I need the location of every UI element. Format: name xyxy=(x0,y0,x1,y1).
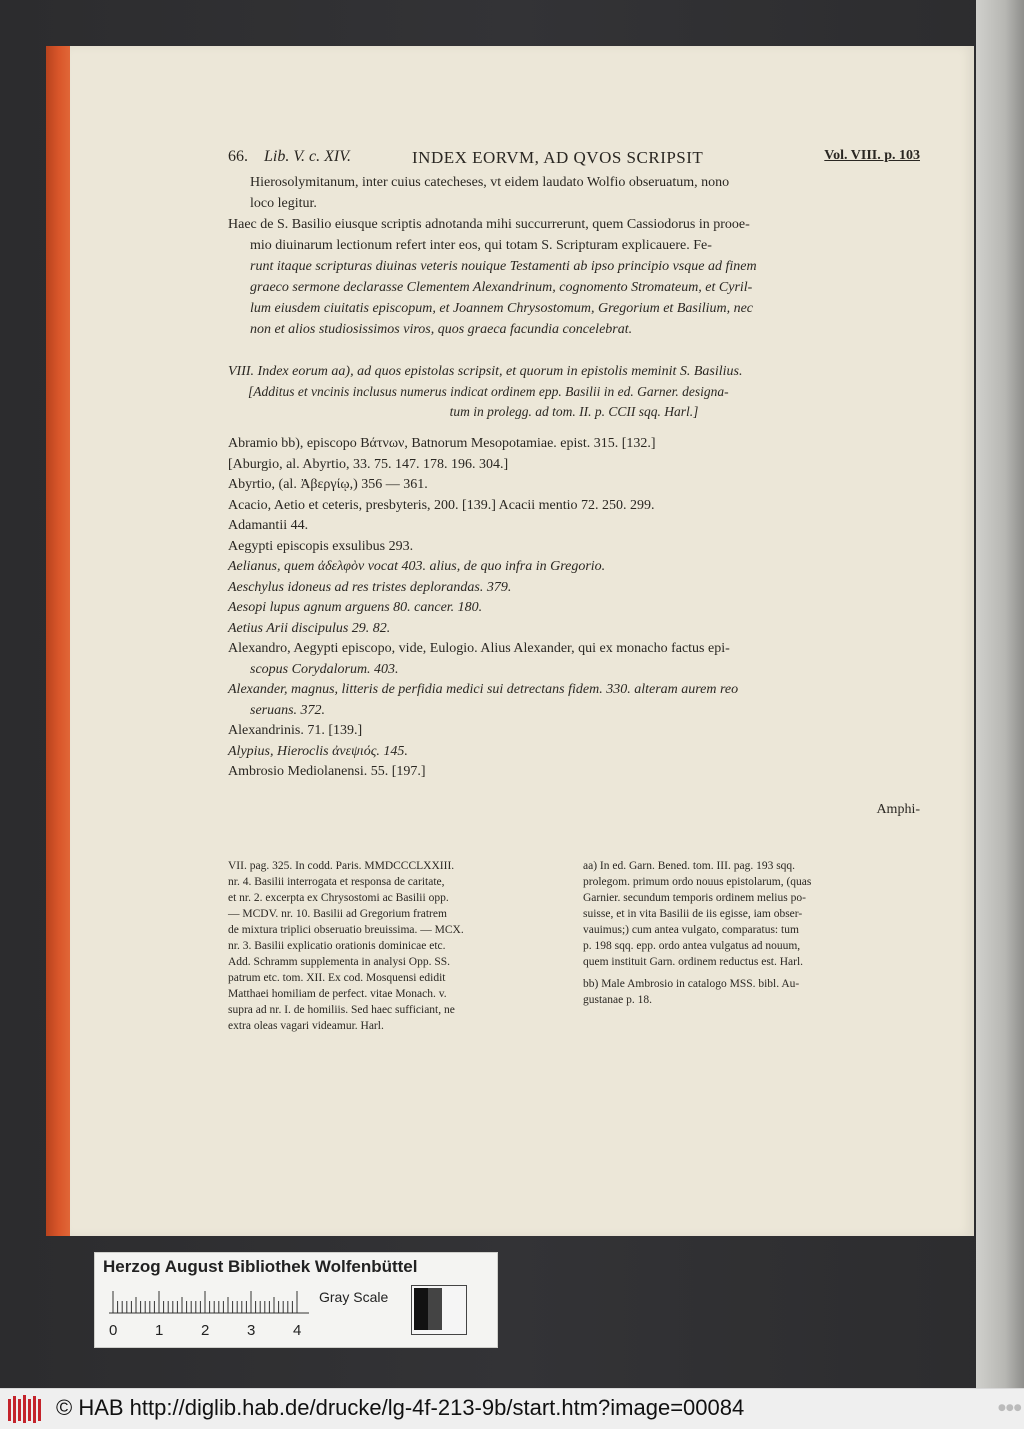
footnote-line: — MCDV. nr. 10. Basilii ad Gregorium fratrem xyxy=(228,908,447,920)
footnote-line: nr. 3. Basilii explicatio orationis dominicae etc. xyxy=(228,940,446,952)
index-entries xyxy=(228,434,920,783)
source-url[interactable]: © HAB http://diglib.hab.de/drucke/lg-4f-213-9b/start.htm?image=00084 xyxy=(56,1395,745,1420)
index-entry: seruans. 372. xyxy=(250,702,326,718)
footnote-line: quem instituit Garn. ordinem reductus est. Harl. xyxy=(583,956,804,968)
footnote-bb xyxy=(583,976,920,1008)
index-entry: Abramio bb), episcopo Βάτνων, Batnorum Mesopotamiae. epist. 315. [132.] xyxy=(228,436,656,451)
section-bracket-line-2: tum in prolegg. ad tom. II. p. CCII sqq. Harl.] xyxy=(449,404,699,419)
section-heading: VIII. Index eorum aa), ad quos epistolas scripsit, et quorum in epistolis meminit S. Basilius. xyxy=(228,364,743,379)
ruler-numbers xyxy=(109,1322,301,1339)
footnote-line: gustanae p. 18. xyxy=(583,994,652,1006)
index-entry: Alexandrinis. 71. [139.] xyxy=(228,723,363,738)
swatch-dark-gray xyxy=(428,1288,442,1330)
hab-color-card xyxy=(94,1252,498,1348)
ruler-ticks xyxy=(109,1291,309,1313)
adjacent-page-edge xyxy=(976,0,1024,1388)
body-line: Hierosolymitanum, inter cuius catecheses, vt eidem laudato Wolfio obseruatum, nono xyxy=(250,175,730,190)
body-line: mio diuinarum lectionum refert inter eos, qui totam S. Scripturam explicauere. Fe- xyxy=(250,238,712,253)
page-number: 66. xyxy=(228,148,248,165)
ruler-number: 0 xyxy=(109,1322,118,1339)
hab-logo-icon xyxy=(6,1393,44,1425)
footnote-line: nr. 4. Basilii interrogata et responsa de caritate, xyxy=(228,876,445,888)
footnote-line: et nr. 2. excerpta ex Chrysostomi ac Basilii opp. xyxy=(228,892,449,904)
index-entry: Aesopi lupus agnum arguens 80. cancer. 180. xyxy=(228,600,483,615)
footnote-column-right xyxy=(583,858,920,1034)
section-bracket-line-1: [Additus et vncinis inclusus numerus indicat ordinem epp. Basilii in ed. Garner. designa- xyxy=(248,384,729,399)
footnote-line: Matthaei homiliam de perfect. vitae Monach. v. xyxy=(228,988,447,1000)
footnotes xyxy=(228,858,920,1034)
index-entry: Aetius Arii discipulus 29. 82. xyxy=(228,620,391,636)
page-title: INDEX EORVM, AD QVOS SCRIPSIT xyxy=(412,148,704,167)
library-name: Herzog August Bibliothek Wolfenbüttel xyxy=(103,1257,418,1276)
index-entry: Aegypti episcopis exsulibus 293. xyxy=(228,538,414,554)
index-entry: scopus Corydalorum. 403. xyxy=(250,661,399,677)
index-entry: Aelianus, quem ἀδελφὸν vocat 403. alius, de quo infra in Gregorio. xyxy=(228,559,606,574)
body-line: loco legitur. xyxy=(250,196,317,211)
index-entry: Adamantii 44. xyxy=(228,518,309,533)
index-entry: Ambrosio Mediolanensi. 55. [197.] xyxy=(228,764,426,779)
footnote-line: bb) Male Ambrosio in catalogo MSS. bibl. Au- xyxy=(583,978,800,990)
footnote-line: prolegom. primum ordo nouus epistolarum, (quas xyxy=(583,876,812,888)
gray-scale-swatch xyxy=(411,1285,467,1335)
ruler-number: 3 xyxy=(247,1322,256,1339)
ruler-number: 4 xyxy=(293,1322,302,1339)
index-entry: Alexandro, Aegypti episcopo, vide, Eulogio. Alius Alexander, qui ex monacho factus epi- xyxy=(228,641,730,656)
footnote-line: vauimus;) cum antea vulgato, comparatus: tum xyxy=(583,924,799,936)
viewer-footer xyxy=(0,1388,1024,1429)
catchword: Amphi- xyxy=(876,801,920,817)
body-paragraphs xyxy=(228,172,920,340)
body-line: Haec de S. Basilio eiusque scriptis adnotanda mihi succurrerunt, quem Cassiodorus in prooe- xyxy=(228,217,750,232)
index-entry: Alexander, magnus, litteris de perfidia medici sui detrectans fidem. 330. alteram aurem reo xyxy=(228,682,739,697)
footnote-line: Garnier. secundum temporis ordinem melius po- xyxy=(583,892,806,904)
ruler-number: 1 xyxy=(155,1322,164,1339)
swatch-black xyxy=(414,1288,428,1330)
footnote-line: de mixtura triplici obseruatio breuissima. — MCX. xyxy=(228,924,464,936)
footnote-column-left xyxy=(228,858,565,1034)
footnote-line: extra oleas vagari videamur. Harl. xyxy=(228,1020,384,1032)
footnote-line: p. 198 sqq. epp. ordo antea vulgatus ad nouum, xyxy=(583,940,801,952)
body-line: runt itaque scripturas diuinas veteris nouique Testamenti ab ipso principio vsque ad finem xyxy=(250,259,757,274)
gray-scale-label: Gray Scale xyxy=(319,1289,389,1305)
volume-reference: Vol. VIII. p. 103 xyxy=(824,148,920,163)
footnote-aa xyxy=(583,858,920,970)
index-entry: Alypius, Hieroclis ἀνεψιός. 145. xyxy=(228,743,408,759)
body-line: non et alios studiosissimos viros, quos graeca facundia concelebrat. xyxy=(250,322,633,337)
more-icon[interactable]: ●●● xyxy=(998,1403,1022,1413)
footnote-line: suisse, et in vita Basilii de iis egisse, iam obser- xyxy=(583,908,803,920)
ruler-number: 2 xyxy=(201,1322,210,1339)
index-entry: Acacio, Aetio et ceteris, presbyteris, 200. [139.] Acacii mentio 72. 250. 299. xyxy=(228,497,655,513)
footnote-line: supra ad nr. I. de homiliis. Sed haec sufficiant, ne xyxy=(228,1004,455,1016)
footnote-line: patrum etc. tom. XII. Ex cod. Mosquensi edidit xyxy=(228,972,446,984)
footnote-line: aa) In ed. Garn. Bened. tom. III. pag. 193 sqq. xyxy=(583,860,796,872)
index-entry: Aeschylus idoneus ad res tristes deplorandas. 379. xyxy=(228,579,512,595)
footnote-line: VII. pag. 325. In codd. Paris. MMDCCCLXXIII. xyxy=(228,860,455,872)
section-reference: Lib. V. c. XIV. xyxy=(264,148,351,165)
body-line: lum eiusdem ciuitatis episcopum, et Joannem Chrysostomum, Gregorium et Basilium, nec xyxy=(250,301,754,316)
page-red-edge xyxy=(46,46,72,1236)
section-eight xyxy=(228,362,920,422)
footnote-line: Add. Schramm supplementa in analysi Opp. SS. xyxy=(228,956,450,968)
index-entry: [Aburgio, al. Abyrtio, 33. 75. 147. 178. 196. 304.] xyxy=(228,456,509,472)
page-text xyxy=(160,148,920,820)
running-header xyxy=(160,148,920,172)
body-line: graeco sermone declarasse Clementem Alexandrinum, cognomento Stromateum, et Cyril- xyxy=(250,280,753,295)
index-entry: Abyrtio, (al. Ἀβεργίῳ,) 356 — 361. xyxy=(228,477,428,492)
